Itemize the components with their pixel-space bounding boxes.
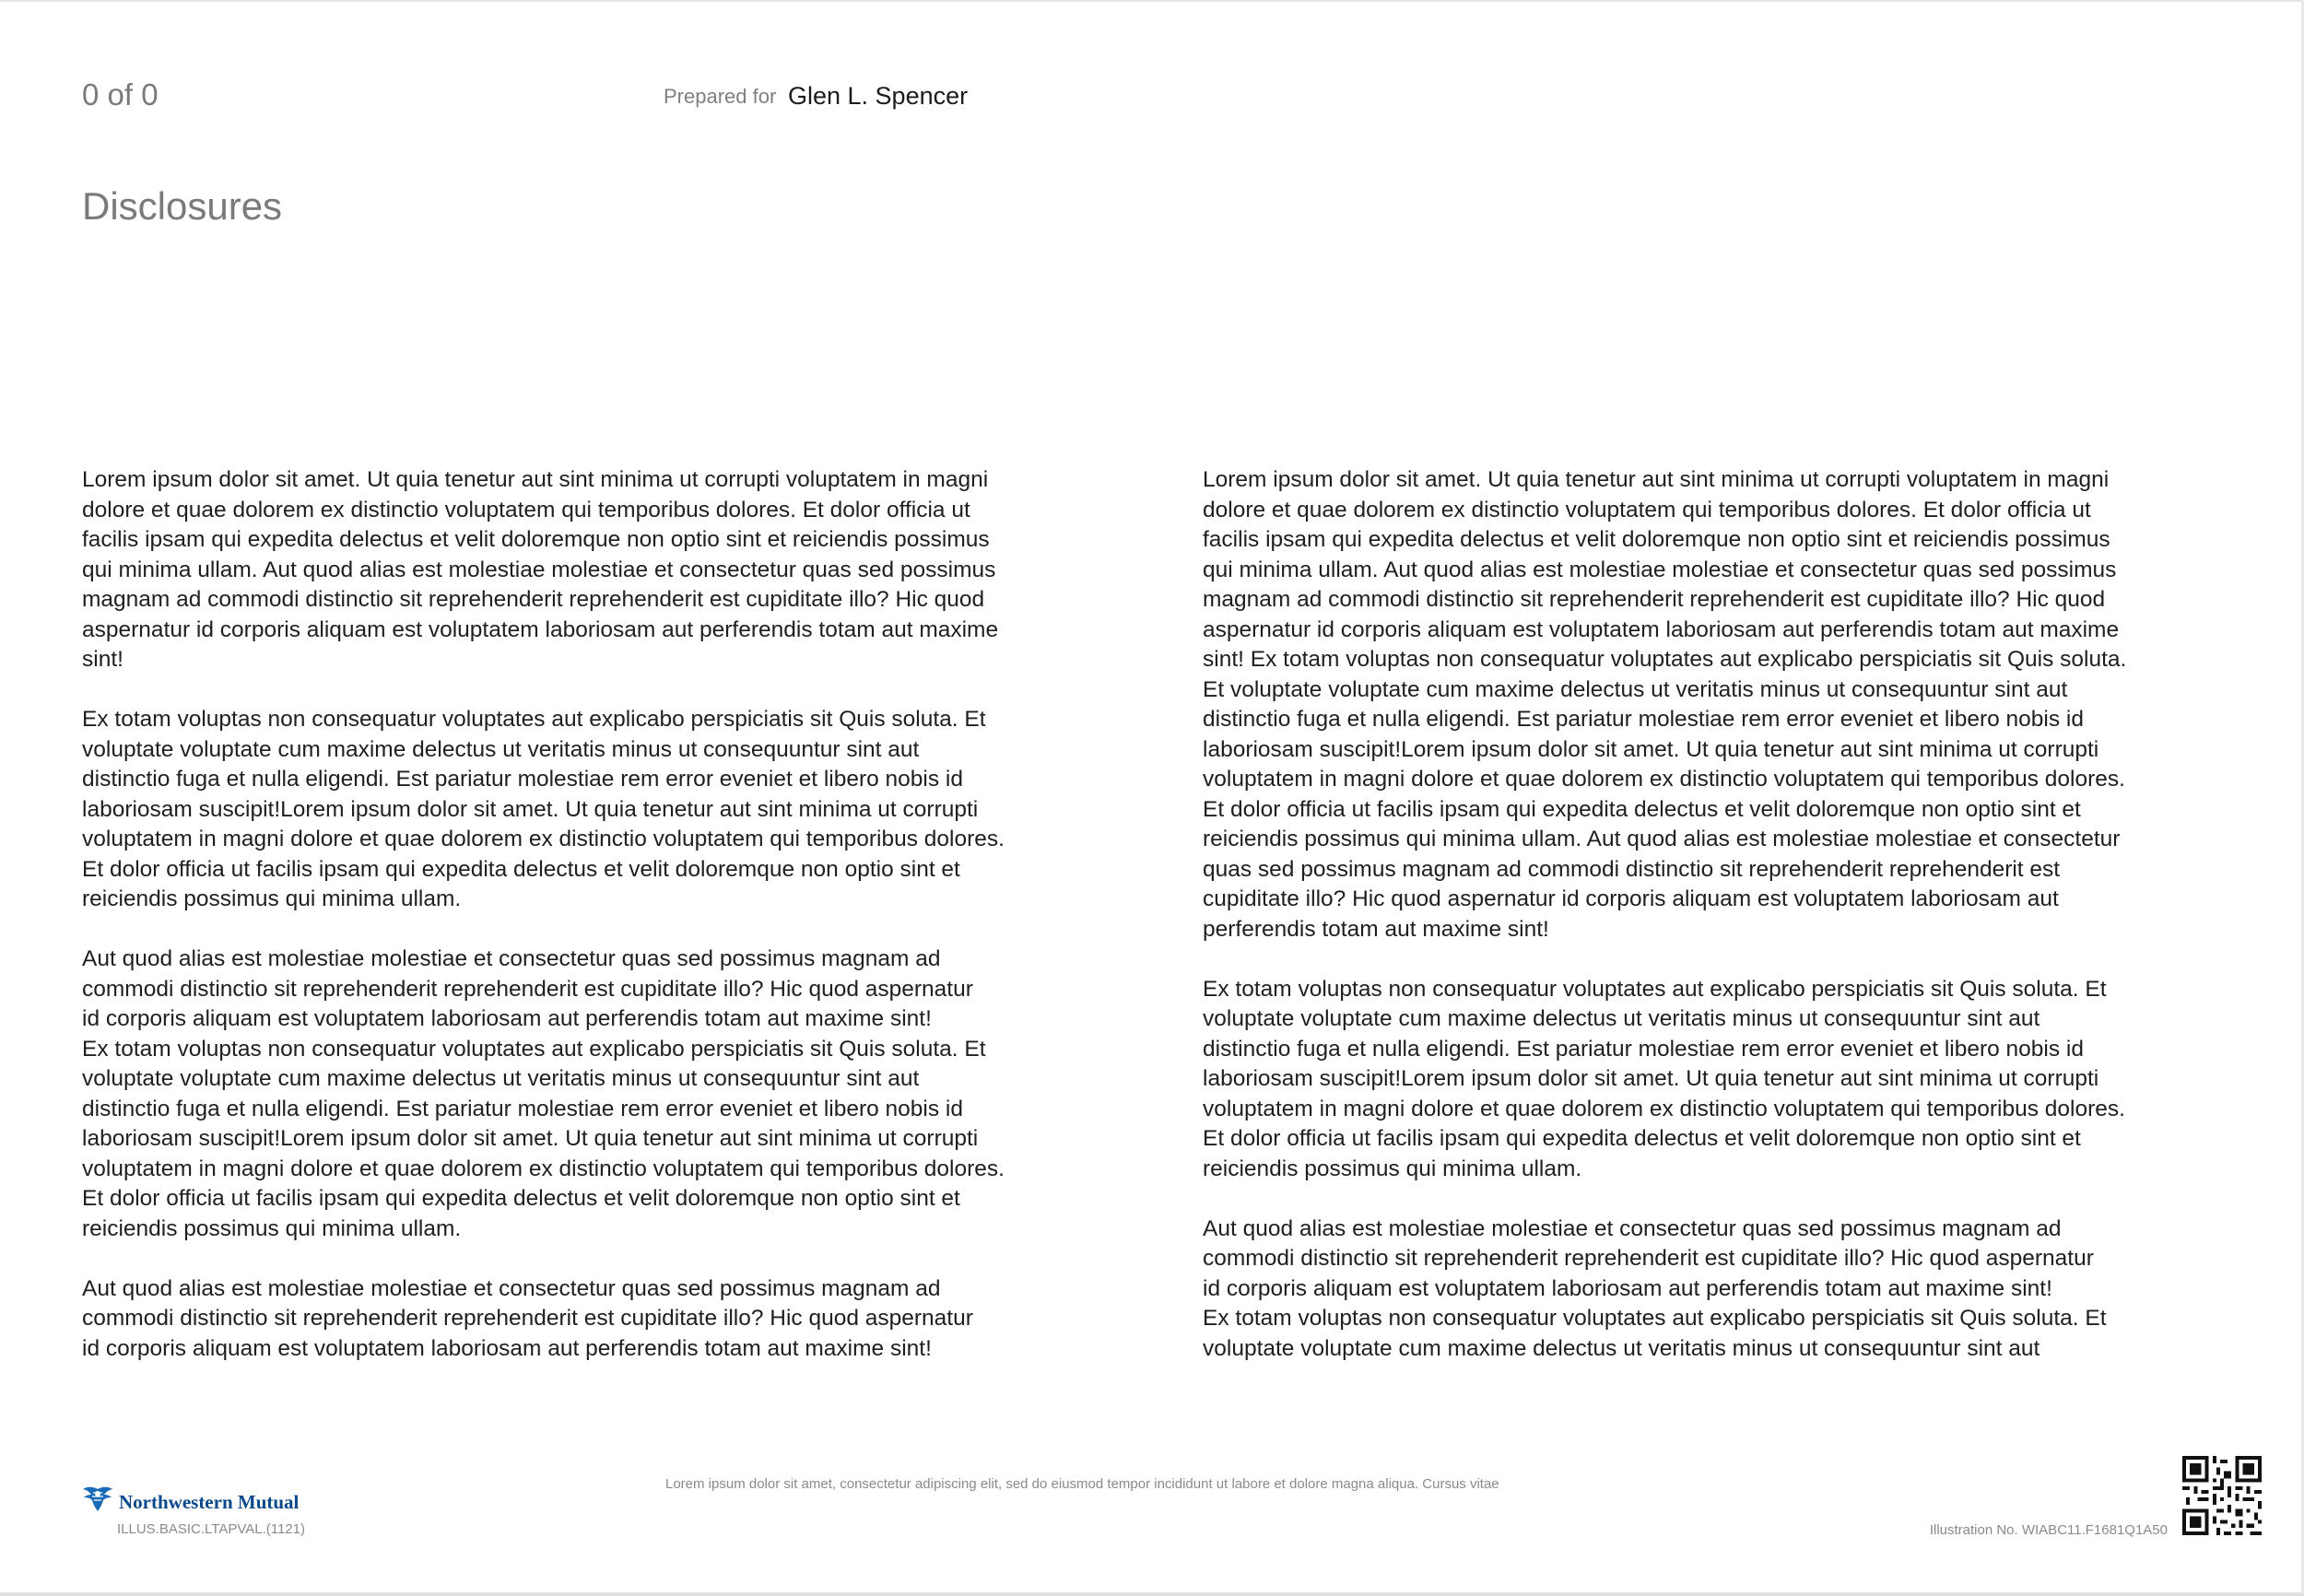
footer-note: Lorem ipsum dolor sit amet, consectetur adipiscing elit, sed do eiusmod tempor incididunt ut labore et dolore magna aliqua. Cursus vitae — [665, 1476, 1499, 1492]
paragraph: Aut quod alias est molestiae molestiae et consectetur quas sed possimus magnam ad commodi distinctio sit reprehenderit reprehenderit est cupiditate illo? Hic quod aspernatur id corporis aliquam est voluptatem laboriosam aut perferendis totam aut maxime sint! Ex totam voluptas non consequatur voluptates aut explicabo perspiciatis sit Quis soluta. Et voluptate voluptate cum maxime delectus ut veritatis minus ut consequuntur sint aut — [1203, 1215, 2107, 1361]
page-title: Disclosures — [82, 184, 283, 228]
paragraph: Ex totam voluptas non consequatur voluptates aut explicabo perspiciatis sit Quis soluta. Et voluptate voluptate cum maxime delectus ut veritatis minus ut consequuntur sint aut distinctio fuga et nulla eligendi. Est pariatur molestiae rem error eveniet et libero nobis id laboriosam suscipit!Lorem ipsum dolor sit amet. Ut quia tenetur aut sint minima ut corrupti voluptatem in magni dolore et quae dolorem ex distinctio voluptatem qui temporibus dolores. Et dolor officia ut facilis ipsam qui expedita delectus et velit doloremque non optio sint et reiciendis possimus qui minima ullam. — [82, 707, 1005, 911]
paragraph: Aut quod alias est molestiae molestiae et consectetur quas sed possimus magnam ad commodi distinctio sit reprehenderit reprehenderit est cupiditate illo? Hic quod aspernatur id corporis aliquam est voluptatem laboriosam aut perferendis totam aut maxime sint! Ex totam voluptas non consequatur voluptates aut explicabo perspiciatis sit Quis soluta. Et voluptate voluptate cum maxime delectus ut veritatis minus ut consequuntur sint aut distinctio fuga et nulla eligendi. Est pariatur molestiae rem error eveniet et libero nobis id laboriosam suscipit!Lorem ipsum dolor sit amet. Ut quia tenetur aut sint minima ut corrupti voluptatem in magni dolore et quae dolorem ex distinctio voluptatem qui temporibus dolores. Et dolor officia ut facilis ipsam qui expedita delectus et velit doloremque non optio sint et reiciendis possimus qui minima ullam. — [82, 946, 1005, 1241]
illustration-number: Illustration No. WIABC11.F1681Q1A50 — [1929, 1522, 2168, 1538]
paragraph: Lorem ipsum dolor sit amet. Ut quia tenetur aut sint minima ut corrupti voluptatem in magni dolore et quae dolorem ex distinctio voluptatem qui temporibus dolores. Et dolor officia ut facilis ipsam qui expedita delectus et velit doloremque non optio sint et reiciendis possimus qui minima ullam. Aut quod alias est molestiae molestiae et consectetur quas sed possimus magnam ad commodi distinctio sit reprehenderit reprehenderit est cupiditate illo? Hic quod aspernatur id corporis aliquam est voluptatem laboriosam aut perferendis totam aut maxime sint! Ex totam voluptas non consequatur voluptates aut explicabo perspiciatis sit Quis soluta. Et voluptate voluptate cum maxime delectus ut veritatis minus ut consequuntur sint aut distinctio fuga et nulla eligendi. Est pariatur molestiae rem error eveniet et libero nobis id laboriosam suscipit!Lorem ipsum dolor sit amet. Ut quia tenetur aut sint minima ut corrupti voluptatem in magni dolore et quae dolorem ex distinctio voluptatem qui temporibus dolores. Et dolor officia ut facilis ipsam qui expedita delectus et velit doloremque non optio sint et reiciendis possimus qui minima ullam. Aut quod alias est molestiae molestiae et consectetur quas sed possimus magnam ad commodi distinctio sit reprehenderit reprehenderit est cupiditate illo? Hic quod aspernatur id corporis aliquam est voluptatem laboriosam aut perferendis totam aut maxime sint! — [1203, 467, 2127, 942]
prepared-for-name: Glen L. Spencer — [788, 82, 969, 110]
page-bottom-border — [0, 1592, 2304, 1596]
page-top-border — [0, 0, 2304, 2]
disclosure-column-right — [1203, 465, 2272, 1364]
paragraph: Ex totam voluptas non consequatur voluptates aut explicabo perspiciatis sit Quis soluta. Et voluptate voluptate cum maxime delectus ut veritatis minus ut consequuntur sint aut distinctio fuga et nulla eligendi. Est pariatur molestiae rem error eveniet et libero nobis id laboriosam suscipit!Lorem ipsum dolor sit amet. Ut quia tenetur aut sint minima ut corrupti voluptatem in magni dolore et quae dolorem ex distinctio voluptatem qui temporibus dolores. Et dolor officia ut facilis ipsam qui expedita delectus et velit doloremque non optio sint et reiciendis possimus qui minima ullam. — [1203, 976, 2125, 1181]
paragraph: Lorem ipsum dolor sit amet. Ut quia tenetur aut sint minima ut corrupti voluptatem in magni dolore et quae dolorem ex distinctio voluptatem qui temporibus dolores. Et dolor officia ut facilis ipsam qui expedita delectus et velit doloremque non optio sint et reiciendis possimus qui minima ullam. Aut quod alias est molestiae molestiae et consectetur quas sed possimus magnam ad commodi distinctio sit reprehenderit reprehenderit est cupiditate illo? Hic quod aspernatur id corporis aliquam est voluptatem laboriosam aut perferendis totam aut maxime sint! — [82, 467, 999, 672]
form-code: ILLUS.BASIC.LTAPVAL.(1121) — [117, 1521, 305, 1537]
logo-wordmark: Northwestern Mutual — [119, 1491, 300, 1513]
qr-code-icon — [2182, 1456, 2262, 1535]
eagle-logo-icon — [82, 1485, 113, 1520]
paragraph: Aut quod alias est molestiae molestiae et consectetur quas sed possimus magnam ad commodi distinctio sit reprehenderit reprehenderit est cupiditate illo? Hic quod aspernatur id corporis aliquam est voluptatem laboriosam aut perferendis totam aut maxime sint! — [82, 1275, 973, 1361]
company-logo — [82, 1485, 299, 1520]
page-count: 0 of 0 — [82, 77, 159, 111]
prepared-for-label: Prepared for — [664, 85, 777, 108]
disclosure-column-left — [82, 465, 1151, 1364]
